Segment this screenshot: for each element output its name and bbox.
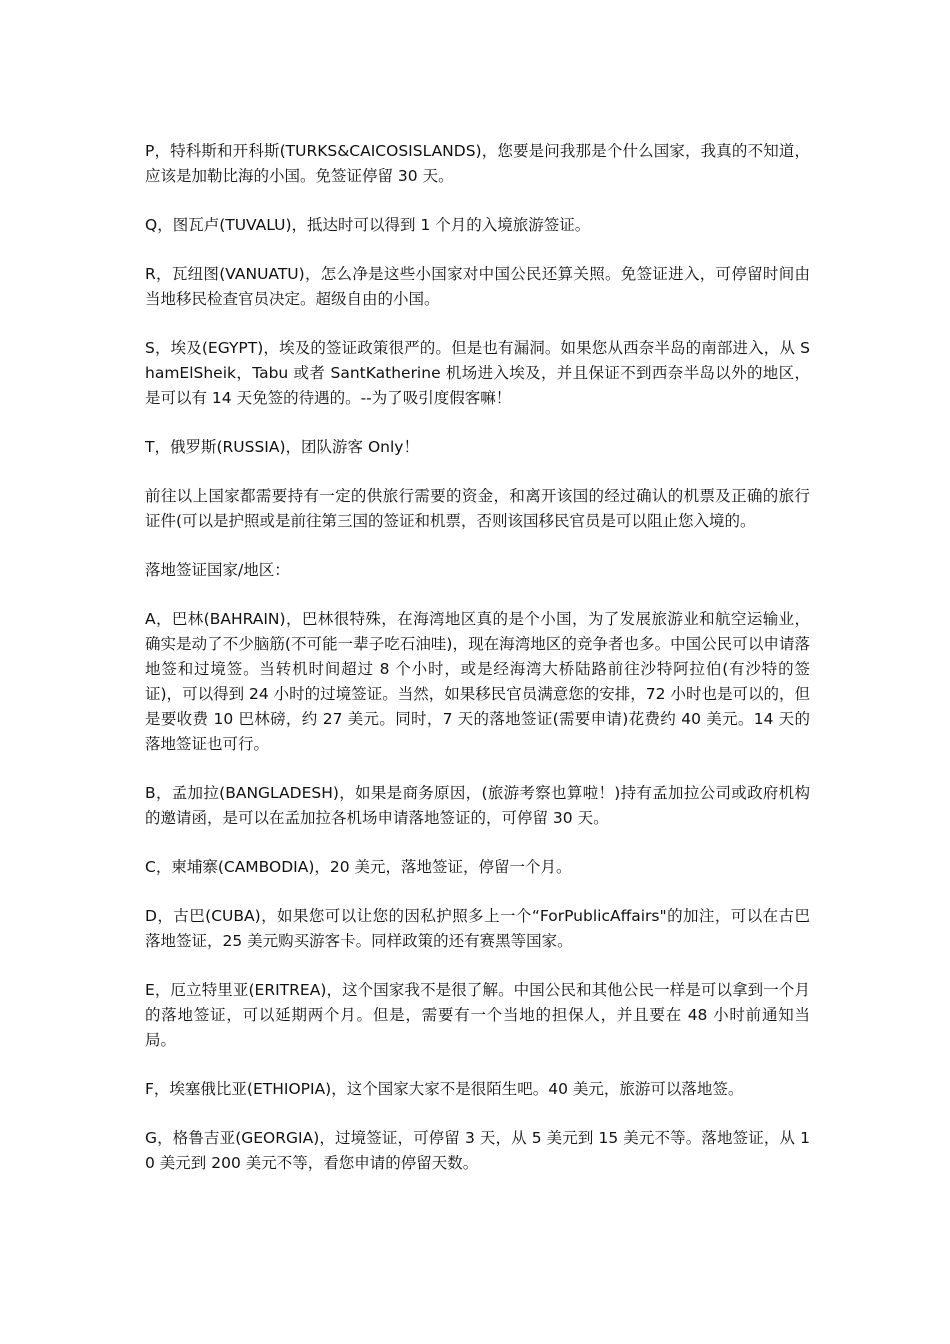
section-heading-visa-on-arrival: 落地签证国家/地区： — [145, 561, 290, 579]
paragraph-ethiopia: F，埃塞俄比亚(ETHIOPIA)，这个国家大家不是很陌生吧。40 美元，旅游可以落地签。 — [145, 1080, 744, 1098]
paragraph-turks-caicos: P，特科斯和开科斯(TURKS&CAICOSISLANDS)，您要是问我那是个什么国家，我真的不知道，应该是加勒比海的小国。免签证停留 30 天。 — [145, 142, 810, 185]
paragraph-requirements-note: 前往以上国家都需要持有一定的供旅行需要的资金，和离开该国的经过确认的机票及正确的旅行证件(可以是护照或是前往第三国的签证和机票，否则该国移民官员是可以阻止您入境的。 — [145, 487, 810, 530]
paragraph-georgia: G，格鲁吉亚(GEORGIA)，过境签证，可停留 3 天，从 5 美元到 15 美元不等。落地签证，从 10 美元到 200 美元不等，看您申请的停留天数。 — [145, 1129, 810, 1172]
document-page — [145, 139, 810, 1200]
paragraph-russia: T，俄罗斯(RUSSIA)，团队游客 Only！ — [145, 438, 419, 456]
paragraph-cuba: D，古巴(CUBA)，如果您可以让您的因私护照多上一个“ForPublicAffairs"的加注，可以在古巴落地签证，25 美元购买游客卡。同样政策的还有赛黑等国家。 — [145, 907, 810, 950]
paragraph-egypt: S，埃及(EGYPT)，埃及的签证政策很严的。但是也有漏洞。如果您从西奈半岛的南部进入，从 ShamElSheik，Tabu 或者 SantKatherine 机场进入埃及，并且保证不到西奈半岛以外的地区，是可以有 14 天免签的待遇的。--为了吸引度假客嘛！ — [145, 339, 810, 407]
paragraph-tuvalu: Q，图瓦卢(TUVALU)，抵达时可以得到 1 个月的入境旅游签证。 — [145, 216, 591, 234]
paragraph-cambodia: C，柬埔寨(CAMBODIA)，20 美元，落地签证，停留一个月。 — [145, 858, 572, 876]
paragraph-bangladesh: B，孟加拉(BANGLADESH)，如果是商务原因，(旅游考察也算啦！)持有孟加拉公司或政府机构的邀请函，是可以在孟加拉各机场申请落地签证的，可停留 30 天。 — [145, 784, 810, 827]
paragraph-bahrain: A，巴林(BAHRAIN)，巴林很特殊，在海湾地区真的是个小国，为了发展旅游业和航空运输业，确实是动了不少脑筋(不可能一辈子吃石油哇)，现在海湾地区的竞争者也多。中国公民可以申请落地签和过境签。当转机时间超过 8 个小时，或是经海湾大桥陆路前往沙特阿拉伯(有沙特的签证)，可以得到 24 小时的过境签证。当然，如果移民官员满意您的安排，72 小时也是可以的，但是要收费 10 巴林磅，约 27 美元。同时，7 天的落地签证(需要申请)花费约 40 美元。14 天的落地签证也可行。 — [145, 610, 810, 753]
paragraph-vanuatu: R，瓦纽图(VANUATU)，怎么净是这些小国家对中国公民还算关照。免签证进入，可停留时间由当地移民检查官员决定。超级自由的小国。 — [145, 265, 810, 308]
paragraph-eritrea: E，厄立特里亚(ERITREA)，这个国家我不是很了解。中国公民和其他公民一样是可以拿到一个月的落地签证，可以延期两个月。但是，需要有一个当地的担保人，并且要在 48 小时前通知当局。 — [145, 981, 810, 1049]
